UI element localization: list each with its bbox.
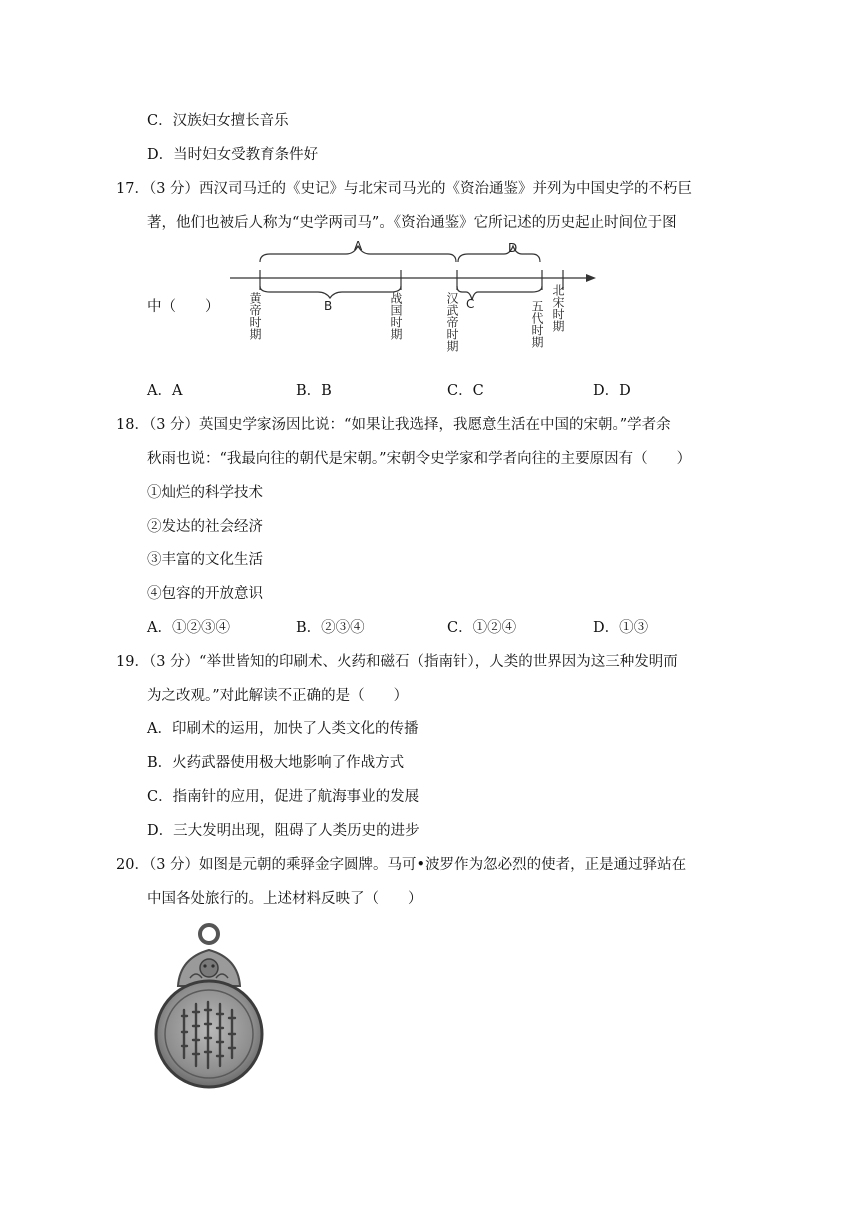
brace-d [458,246,540,262]
q18-stem-line-2: 秋雨也说：“我最向往的朝代是宋朝。”宋朝令史学家和学者向往的主要原因有（ ） [147,451,692,467]
q17-stem-line-3: 中（ ） [147,299,220,315]
q20-stem-line-2: 中国各处旅行的。上述材料反映了（ ） [147,891,423,907]
period-beisong: 北宋时期 [551,284,565,332]
brace-label-a: A [354,240,363,253]
q20-stem-line-1: 20．（3 分）如图是元朝的乘驿金字圆牌。马可•波罗作为忽必烈的使者，正是通过驿站在 [116,857,687,873]
q18-item-2: ②发达的社会经济 [147,519,263,535]
q17-option-a: A．A [147,383,183,399]
period-huangdi: 黄帝时期 [248,292,262,340]
medal-ring [200,925,218,943]
q19-option-d: D．三大发明出现，阻碍了人类历史的进步 [147,823,420,839]
q19-option-c: C．指南针的应用，促进了航海事业的发展 [147,789,420,805]
q18-item-3: ③丰富的文化生活 [147,552,263,568]
q16-option-c: C．汉族妇女擅长音乐 [147,113,289,129]
q18-stem-line-1: 18．（3 分）英国史学家汤因比说：“如果让我选择，我愿意生活在中国的宋朝。”学者余 [116,417,671,433]
q17-stem-line-2: 著，他们也被后人称为“史学两司马”。《资治通鉴》它所记述的历史起止时间位于图 [147,215,677,231]
q17-option-b: B．B [296,383,332,399]
q18-item-4: ④包容的开放意识 [147,586,263,602]
period-zhanguo: 战国时期 [389,292,403,340]
q18-option-c: C．①②④ [447,620,517,636]
period-wudai: 五代时期 [530,300,544,348]
timeline-figure [226,240,598,372]
axis-arrow [586,274,596,282]
q17-option-c: C．C [447,383,484,399]
q19-stem-line-1: 19．（3 分）“举世皆知的印刷术、火药和磁石（指南针），人类的世界因为这三种发明而 [116,654,678,670]
q19-stem-line-2: 为之改观。”对此解读不正确的是（ ） [147,688,409,704]
q17-stem-line-1: 17．（3 分）西汉司马迁的《史记》与北宋司马光的《资治通鉴》并列为中国史学的不朽巨 [116,181,693,197]
period-hanwudi: 汉武帝时期 [445,292,459,352]
q17-option-d: D．D [593,383,631,399]
brace-label-b: B [324,299,333,313]
q19-option-b: B．火药武器使用极大地影响了作战方式 [147,755,405,771]
q18-option-d: D．①③ [593,620,649,636]
yuan-paiza-image [150,920,268,1092]
q16-option-d: D．当时妇女受教育条件好 [147,147,319,163]
q18-option-a: A．①②③④ [147,620,230,636]
brace-b [260,286,401,298]
brace-label-c: C [466,297,475,311]
q18-item-1: ①灿烂的科学技术 [147,485,263,501]
q19-option-a: A．印刷术的运用，加快了人类文化的传播 [147,721,419,737]
brace-label-d: D [508,241,518,255]
q18-option-b: B．②③④ [296,620,365,636]
